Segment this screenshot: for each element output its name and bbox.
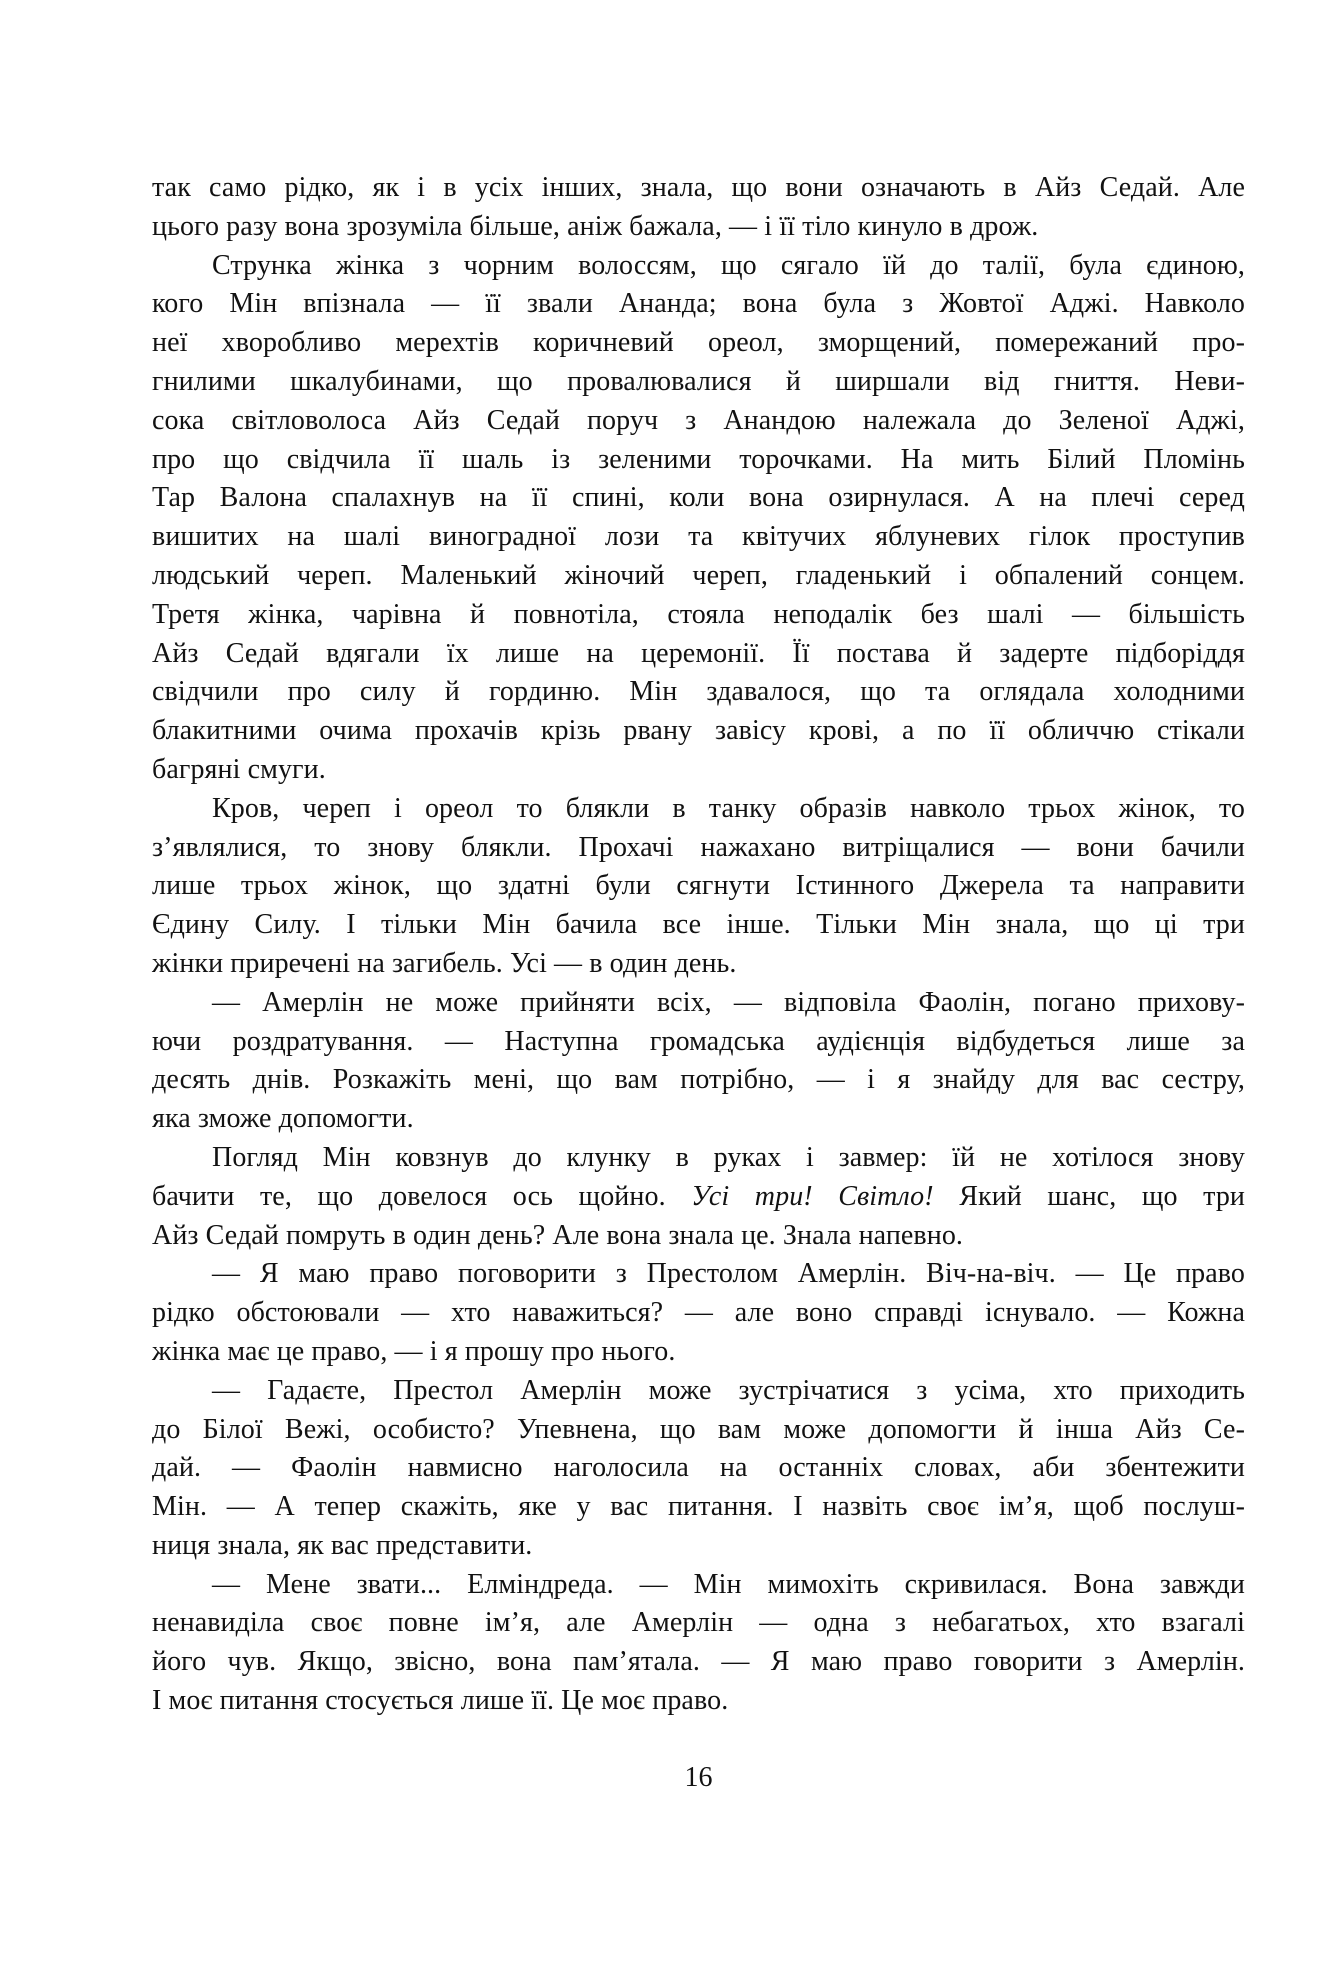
text-line: про що свідчила її шаль із зеленими торочками. На мить Білий Пломінь: [152, 443, 1245, 475]
text-line: ненавиділа своє повне ім’я, але Амерлін — одна з небагатьох, хто взагалі: [152, 1607, 1245, 1639]
text-line: вишитих на шалі виноградної лози та квітучих яблуневих гілок проступив: [152, 521, 1245, 553]
text-line: Мін. — А тепер скажіть, яке у вас питання. І назвіть своє ім’я, щоб послуш-: [152, 1491, 1245, 1523]
text-line: з’являлися, то знову блякли. Прохачі нажахано витріщалися — вони бачили: [152, 831, 1245, 863]
paragraph: [152, 169, 1245, 247]
text-line: ючи роздратування. — Наступна громадська аудієнція відбудеться лише за: [152, 1025, 1245, 1057]
text-line: Тар Валона спалахнув на її спині, коли вона озирнулася. А на плечі серед: [152, 482, 1245, 514]
text-line: багряні смуги.: [152, 753, 326, 785]
paragraph: [152, 790, 1245, 984]
text-line: рідко обстоювали — хто наважиться? — але воно справді існувало. — Кожна: [152, 1297, 1245, 1329]
paragraph: [152, 1255, 1245, 1371]
text-line: десять днів. Розкажіть мені, що вам потрібно, — і я знайду для вас сестру,: [152, 1064, 1245, 1096]
text-line: — Гадаєте, Престол Амерлін може зустрічатися з усіма, хто приходить: [212, 1374, 1245, 1406]
text-line: блакитними очима прохачів крізь рвану завісу крові, а по її обличчю стікали: [152, 715, 1245, 747]
text-line: [152, 1178, 1245, 1217]
italic-phrase: Усі три! Світло!: [691, 1180, 934, 1212]
text-block: [152, 169, 1245, 1721]
text-line: кого Мін впізнала — її звали Ананда; вона була з Жовтої Аджі. Навколо: [152, 288, 1245, 320]
paragraph: [152, 1372, 1245, 1566]
text-line: цього разу вона зрозуміла більше, аніж бажала, — і її тіло кинуло в дрож.: [152, 210, 1039, 242]
text-line: гнилими шкалубинами, що провалювалися й ширшали від гниття. Неви-: [152, 365, 1245, 397]
text-line: — Я маю право поговорити з Престолом Амерлін. Віч-на-віч. — Це право: [212, 1258, 1245, 1290]
text-line: ниця знала, як вас представити.: [152, 1529, 533, 1561]
text-line: Кров, череп і ореол то блякли в танку образів навколо трьох жінок, то: [212, 792, 1245, 824]
text-line: свідчили про силу й гординю. Мін здавалося, що та оглядала холодними: [152, 676, 1245, 708]
paragraph: [152, 247, 1245, 790]
text-line: Айз Седай помруть в один день? Але вона знала це. Знала напевно.: [152, 1219, 964, 1251]
paragraph: [152, 1566, 1245, 1721]
text-line: яка зможе допомогти.: [152, 1103, 414, 1135]
text-line: Струнка жінка з чорним волоссям, що сягало їй до талії, була єдиною,: [212, 249, 1245, 281]
text-line: Погляд Мін ковзнув до клунку в руках і завмер: їй не хотілося знову: [212, 1141, 1245, 1173]
text-line: так само рідко, як і в усіх інших, знала, що вони означають в Айз Седай. Але: [152, 172, 1245, 203]
text-line: — Амерлін не може прийняти всіх, — відповіла Фаолін, погано прихову-: [212, 986, 1245, 1018]
text-line: його чув. Якщо, звісно, вона пам’ятала. — Я маю право говорити з Амерлін.: [152, 1646, 1245, 1678]
page-number: 16: [684, 1762, 713, 1793]
text-line: — Мене звати... Елміндреда. — Мін мимохіть скривилася. Вона завжди: [212, 1568, 1245, 1600]
text-segment: Який шанс, що три: [933, 1180, 1245, 1212]
paragraph: [152, 984, 1245, 1139]
text-line: дай. — Фаолін навмисно наголосила на останніх словах, аби збентежити: [152, 1452, 1245, 1484]
text-line: жінка має це право, — і я прошу про нього.: [152, 1335, 676, 1367]
text-line: до Білої Вежі, особисто? Упевнена, що вам може допомогти й інша Айз Се-: [152, 1413, 1245, 1445]
text-line: людський череп. Маленький жіночий череп, гладенький і обпалений сонцем.: [152, 559, 1245, 591]
text-line: Айз Седай вдягали їх лише на церемонії. Її постава й задерте підборіддя: [152, 637, 1245, 669]
text-line: І моє питання стосується лише її. Це моє право.: [152, 1685, 729, 1717]
text-line: жінки приречені на загибель. Усі — в один день.: [152, 947, 737, 979]
text-line: лише трьох жінок, що здатні були сягнути Істинного Джерела та направити: [152, 870, 1245, 902]
paragraph: [152, 1139, 1245, 1255]
text-line: неї хворобливо мерехтів коричневий ореол, зморщений, помережаний про-: [152, 327, 1245, 359]
text-segment: бачити те, що довелося ось щойно.: [152, 1180, 692, 1212]
text-line: Єдину Силу. І тільки Мін бачила все інше. Тільки Мін знала, що ці три: [152, 909, 1245, 941]
text-line: Третя жінка, чарівна й повнотіла, стояла неподалік без шалі — більшість: [152, 598, 1245, 630]
text-line: сока світловолоса Айз Седай поруч з Анандою належала до Зеленої Аджі,: [152, 404, 1245, 436]
